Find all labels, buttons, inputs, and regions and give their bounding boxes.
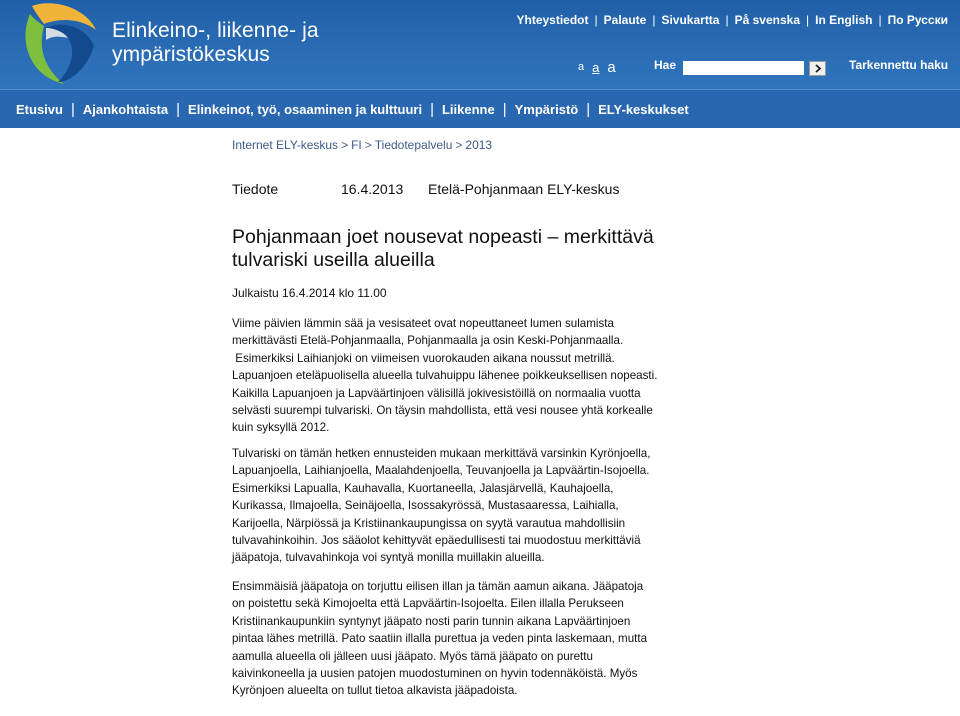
paragraph-line: on poistettu sekä Kimojoelta että Lapväärtin-Isojoelta. Eilen illalla Perukseen <box>232 597 624 611</box>
paragraph-line: Kaikilla Lapuanjoen ja Lapväärtinjoen välisillä jokivesistöillä on normaalia vuotta <box>232 386 641 400</box>
search-label: Hae <box>654 58 677 72</box>
breadcrumb-item[interactable]: FI <box>351 138 362 152</box>
paragraph-line: Esimerkiksi Lapualla, Kauhavalla, Kuortaneella, Jalasjärvellä, Kauhajoella, <box>232 481 614 495</box>
article-paragraph <box>232 445 672 567</box>
separator: | <box>594 13 598 27</box>
top-links <box>517 13 949 27</box>
nav-item-home[interactable]: Etusivu <box>16 101 63 117</box>
breadcrumb-separator: > <box>341 138 349 152</box>
link-english[interactable]: In English <box>815 13 873 27</box>
site-header <box>0 0 960 89</box>
separator: | <box>70 100 75 118</box>
paragraph-line: Viime päivien lämmin sää ja vesisateet ovat nopeuttaneet lumen sulamista <box>232 317 614 330</box>
site-title[interactable] <box>112 19 319 67</box>
paragraph-line: kaivinkoneella ja uusien patojen muodostuminen on hyvin todennäköistä. Myös <box>232 667 638 681</box>
advanced-search-link[interactable]: Tarkennettu haku <box>849 58 949 72</box>
headline-line: Pohjanmaan joet nousevat nopeasti – merkittävä <box>232 226 654 248</box>
paragraph-line: Kyrönjoen alueelta on tullut tietoa alkavista jääpadoista. <box>232 684 518 698</box>
breadcrumb-separator: > <box>364 138 372 152</box>
paragraph-line: Esimerkiksi Laihianjoki on viimeisen vuorokauden aikana noussut metrillä. <box>232 351 615 365</box>
paragraph-line: Tulvariski on tämän hetken ennusteiden mukaan merkittävä varsinkin Kyrönjoella, <box>232 447 651 460</box>
release-source: Etelä-Pohjanmaan ELY-keskus <box>428 181 620 197</box>
breadcrumb-separator: > <box>455 138 463 152</box>
paragraph-line: Lapuanjoen eteläpuolisella alueella tulvahuippu lähenee poikkeuksellisen nopeasti. <box>232 369 658 383</box>
separator: | <box>176 100 181 118</box>
link-contact[interactable]: Yhteystiedot <box>516 13 589 27</box>
breadcrumb-item[interactable]: 2013 <box>465 138 493 152</box>
separator: | <box>652 13 656 27</box>
paragraph-line: Kristiinankaupunkiin syntynyt jääpato nosti parin tunnin aikana Lapväärtinjoen <box>232 614 631 628</box>
paragraph-line: aamulla alueella oli jälleen uusi jääpato. Myös tämä jääpato on purettu <box>232 649 593 663</box>
text-size-controls <box>578 58 624 76</box>
release-date: 16.4.2013 <box>341 181 404 197</box>
paragraph-line: selvästi suurempi tulvariski. On täysin mahdollista, että vesi nousee yhtä korkealle <box>232 404 653 418</box>
nav-item-news[interactable]: Ajankohtaista <box>82 101 169 117</box>
breadcrumb-item[interactable]: Tiedotepalvelu <box>374 138 453 152</box>
article-paragraph <box>232 315 672 437</box>
paragraph-line: Kurikassa, Ilmajoella, Seinäjoella, Isossakyrössä, Mustasaaressa, Laihialla, <box>232 499 619 513</box>
paragraph-line: tulvavahinkoihin. Jos sääolot kehittyvät epäedullisesti tai muodostuu merkittäviä <box>232 534 641 548</box>
paragraph-line: kuin syksyllä 2012. <box>232 421 330 435</box>
link-feedback[interactable]: Palaute <box>603 13 647 27</box>
paragraph-line: Lapuanjoella, Laihianjoella, Maalahdenjoella, Teuvanjoella ja Lapväärtin-Isojoella. <box>232 464 650 478</box>
link-sitemap[interactable]: Sivukartta <box>661 13 720 27</box>
separator: | <box>806 13 810 27</box>
ely-logo[interactable] <box>24 2 100 86</box>
paragraph-line: Karijoella, Närpiössä ja Kristiinankaupungissa on syytä varautua mahdollisiin <box>232 516 626 530</box>
paragraph-line: jääpatoja, tulvavahinkoja voi syntyä monilla muillakin alueilla. <box>232 551 545 565</box>
breadcrumb <box>232 138 492 152</box>
paragraph-line: pintaa lähes metrillä. Pato saatiin illalla purettua ja veden pinta laskemaan, mutta <box>232 632 648 646</box>
paragraph-line: Ensimmäisiä jääpatoja on torjuttu eilisen illan ja tämän aamun aikana. Jääpatoja <box>232 580 644 593</box>
link-swedish[interactable]: På svenska <box>734 13 800 27</box>
text-size-small[interactable]: a <box>578 60 585 73</box>
article-headline <box>232 226 677 272</box>
nav-item-business[interactable]: Elinkeinot, työ, osaaminen ja kulttuuri <box>188 101 423 117</box>
headline-line: tulvariski useilla alueilla <box>232 249 435 271</box>
text-size-large[interactable]: a <box>607 58 616 76</box>
separator: | <box>878 13 882 27</box>
separator: | <box>725 13 729 27</box>
article-paragraph <box>232 578 672 700</box>
text-size-medium[interactable]: a <box>592 59 600 75</box>
site-title-line1: Elinkeino-, liikenne- ja <box>112 19 319 42</box>
site-title-line2: ympäristökeskus <box>112 43 270 66</box>
nav-item-traffic[interactable]: Liikenne <box>441 101 495 117</box>
breadcrumb-item[interactable]: Internet ELY-keskus <box>232 138 339 152</box>
separator: | <box>502 100 507 118</box>
paragraph-line: merkittävästi Etelä-Pohjanmaalla, Pohjanmaalla ja osin Keski-Pohjanmaalla. <box>232 334 624 348</box>
search-input[interactable] <box>683 61 804 75</box>
nav-item-environment[interactable]: Ympäristö <box>514 101 579 117</box>
nav-item-ely-centres[interactable]: ELY-keskukset <box>598 101 689 117</box>
published-date: Julkaistu 16.4.2014 klo 11.00 <box>232 286 387 300</box>
separator: | <box>430 100 434 118</box>
arrow-right-icon <box>814 64 822 73</box>
link-russian[interactable]: По Русски <box>887 13 948 27</box>
release-type: Tiedote <box>232 181 279 197</box>
main-nav <box>0 89 960 128</box>
separator: | <box>586 100 591 118</box>
search-button[interactable] <box>809 61 826 76</box>
